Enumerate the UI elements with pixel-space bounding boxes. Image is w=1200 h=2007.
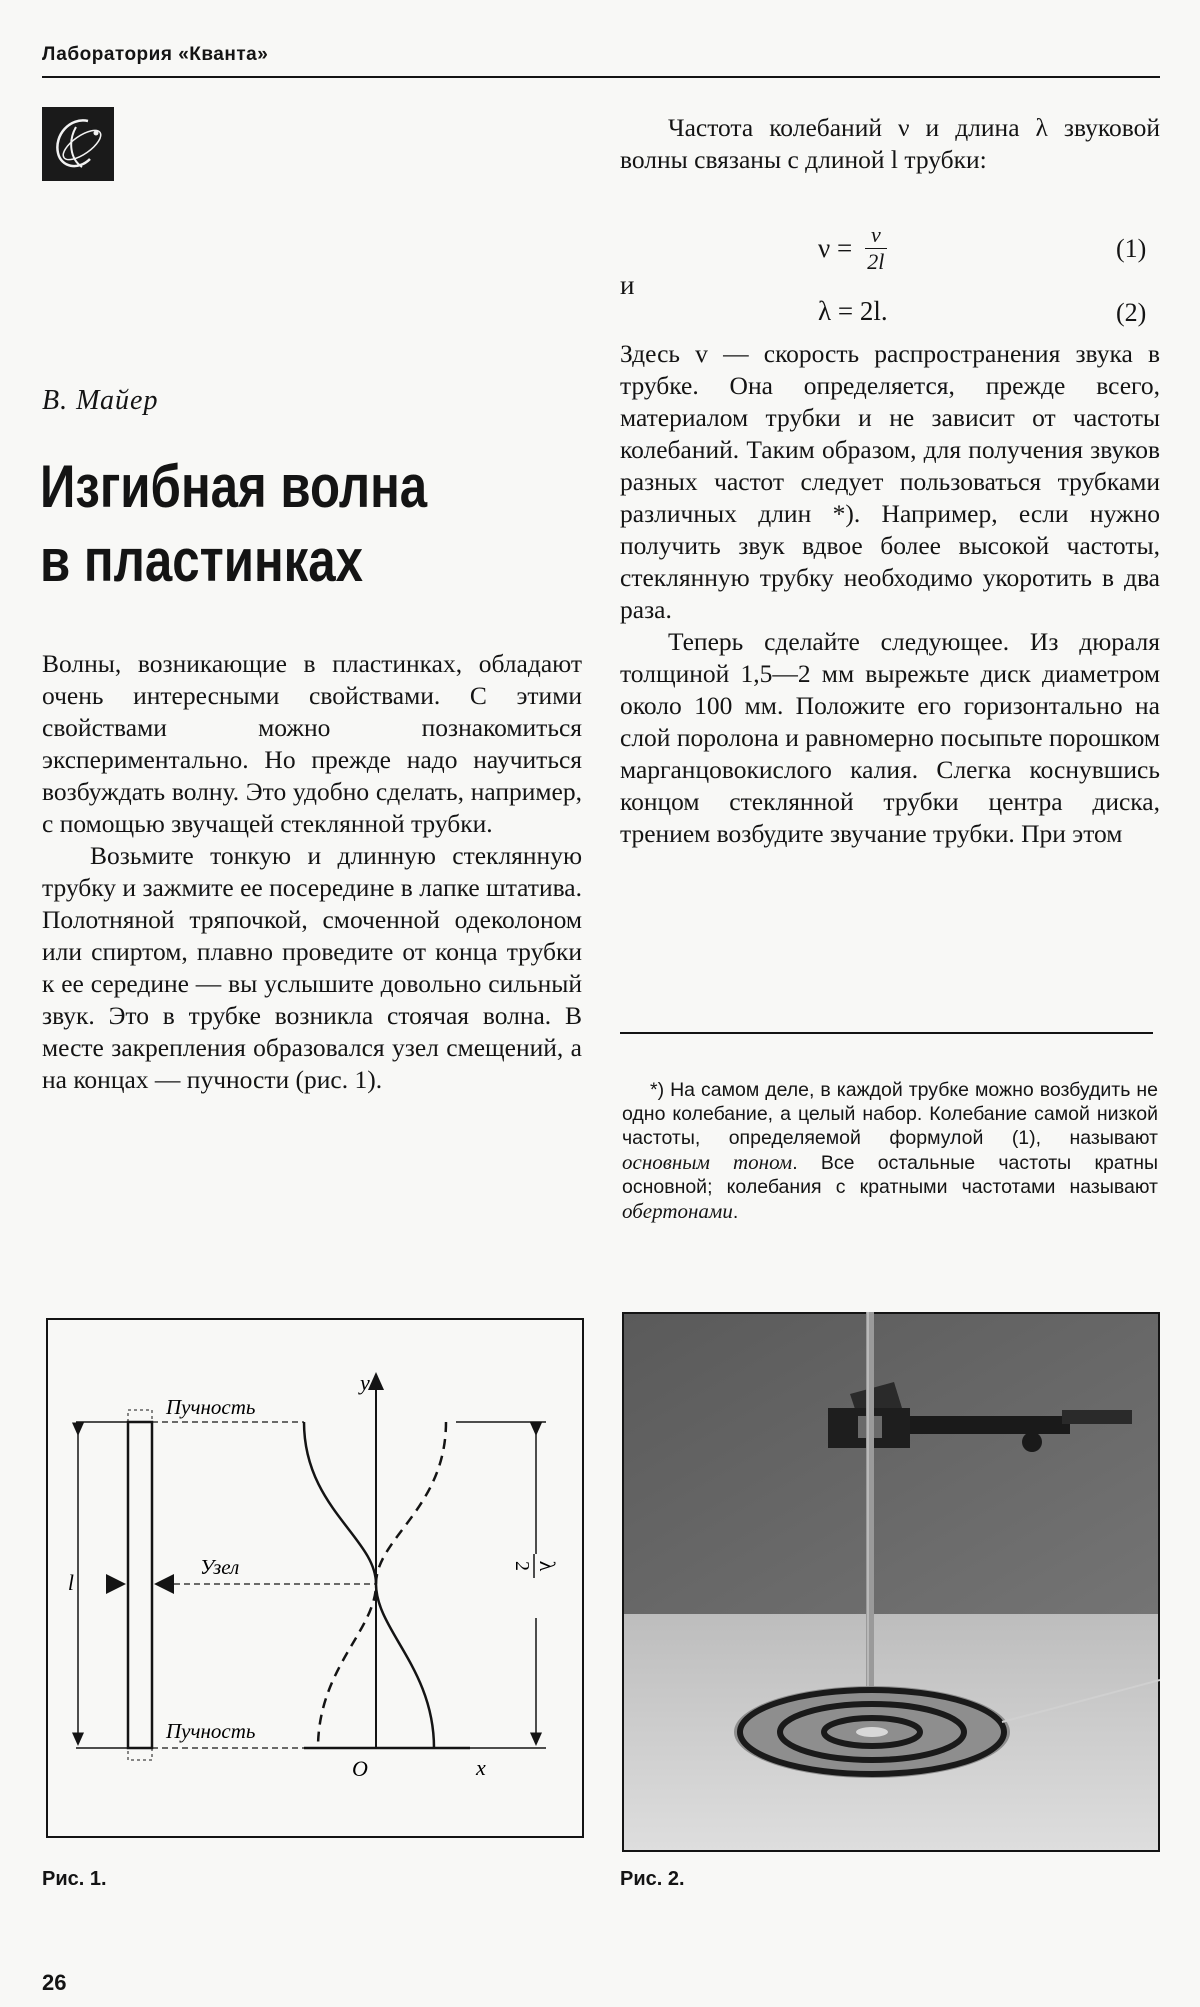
figure-1-caption: Рис. 1.: [42, 1868, 107, 1890]
formula-1-lhs: ν =: [818, 233, 853, 263]
footnote-term: основным тоном: [622, 1150, 793, 1174]
antinode-bottom-label: Пучность: [166, 1719, 256, 1743]
antinode-top-label: Пучность: [166, 1395, 256, 1419]
title-line-1: Изгибная волна: [40, 453, 428, 520]
footnote-text: .: [732, 1201, 739, 1223]
right-column-text: [620, 338, 1160, 850]
formula-1-fraction: [865, 222, 887, 275]
formula-1-denominator: 2l: [867, 249, 885, 274]
right-column-intro: [620, 112, 1160, 176]
y-axis-label: y: [360, 1370, 370, 1395]
formula-1: [818, 222, 887, 275]
section-header: Лаборатория «Кванта»: [42, 44, 269, 65]
page-number: 26: [42, 1970, 67, 1995]
kvant-logo-icon: [42, 107, 114, 181]
formula-2: λ = 2l.: [818, 296, 888, 326]
footnote: [622, 1078, 1158, 1224]
paragraph: Частота колебаний ν и длина λ звуковой волны связаны с длиной l трубки:: [620, 113, 1160, 174]
title-line-2: в пластинках: [40, 527, 364, 594]
figure-2-photo: [622, 1312, 1160, 1852]
half-label: 2: [511, 1561, 533, 1571]
article-title: [40, 450, 499, 598]
author-name: В. Майер: [42, 385, 159, 416]
left-column-text: [42, 648, 582, 1096]
formula-1-numerator: v: [865, 222, 887, 249]
footnote-term: обертонами: [622, 1199, 733, 1223]
figure-1-diagram: [46, 1318, 584, 1838]
paragraph: Возьмите тонкую и длинную стеклянную трубку и зажмите ее посередине в лапке штатива. Полотняной тряпочкой, смоченной одеколоном или спиртом, плавно проведите от конца трубки к ее середине — вы услышите довольно сильный звук. Это в трубке возникла стоячая волна. В месте закрепления образовался узел смещений, а на концах — пучности (рис. 1).: [42, 841, 582, 1094]
footnote-text: *) На самом деле, в каждой трубке можно возбудить не одно колебание, а целый набор. Колебание самой низкой частоты, определяемой формулой (1), называют: [622, 1079, 1158, 1149]
figure-2-caption: Рис. 2.: [620, 1868, 685, 1890]
formula-2-number: (2): [1116, 298, 1147, 327]
node-label: Узел: [200, 1555, 240, 1579]
formula-1-number: (1): [1116, 234, 1147, 263]
paragraph: Волны, возникающие в пластинках, обладают очень интересными свойствами. С этими свойствами можно познакомиться экспериментально. Но прежде надо научиться возбуждать волну. Это удобно сделать, например, с помощью звучащей стеклянной трубки.: [42, 649, 582, 838]
conjunction-text: и: [620, 270, 635, 300]
paragraph: Здесь v — скорость распространения звука в трубке. Она определяется, прежде всего, материалом трубки и не зависит от частоты колебаний. Таким образом, для получения звуков разных частот следует пользоваться трубками различных длин *). Например, если нужно получить звук вдвое более высокой частоты, стеклянную трубку необходимо укоротить в два раза.: [620, 339, 1160, 624]
x-axis-label: x: [476, 1755, 486, 1780]
length-label: l: [67, 1570, 74, 1595]
origin-label: O: [352, 1756, 368, 1781]
paragraph: Теперь сделайте следующее. Из дюраля толщиной 1,5—2 мм вырежьте диск диаметром около 100 мм. Положите его горизонтально на слой поролона и равномерно посыпьте порошком марганцовокислого калия. Слегка коснувшись концом стеклянной трубки центра диска, трением возбудите звучание трубки. При этом: [620, 627, 1160, 848]
footnote-text: . Все остальные частоты кратны основной; колебания с кратными частотами называют: [622, 1152, 1158, 1198]
footnote-rule: [620, 1032, 1153, 1034]
lambda-label: λ: [535, 1560, 560, 1572]
header-rule: [42, 76, 1160, 78]
